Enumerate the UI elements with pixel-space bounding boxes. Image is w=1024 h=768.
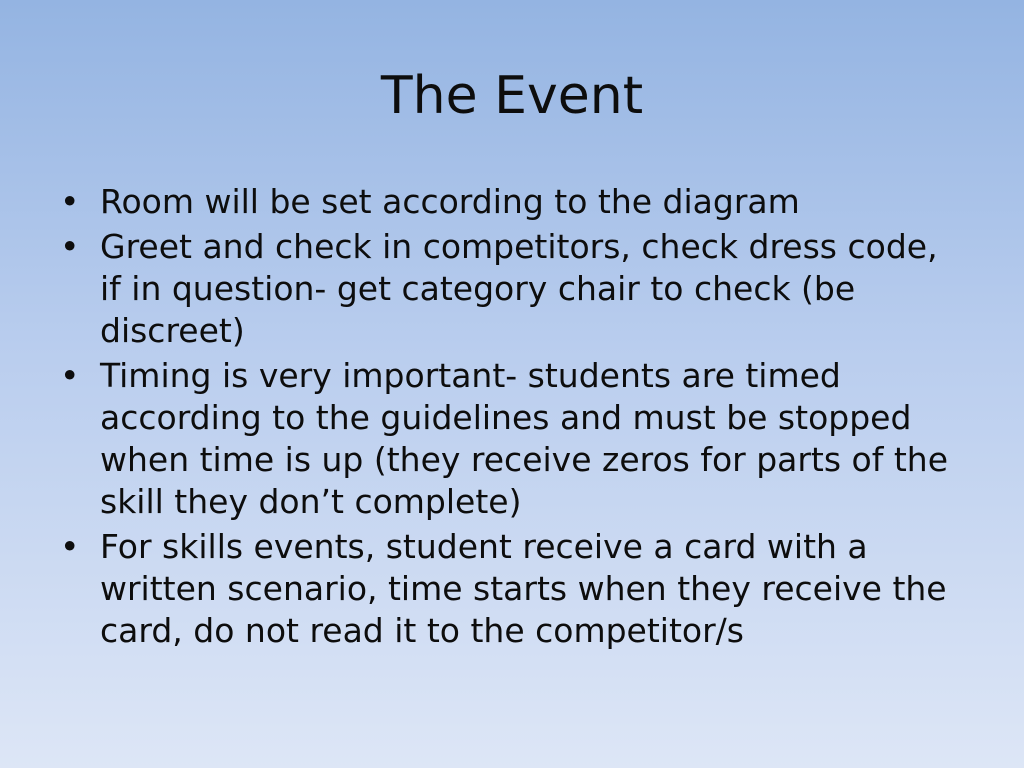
- bullet-dot-icon: •: [60, 227, 80, 266]
- bullet-dot-icon: •: [60, 356, 80, 395]
- bullet-text: Greet and check in competitors, check dress code, if in question- get category chair to check (be discreet): [100, 227, 938, 350]
- bullet-text: For skills events, student receive a card with a written scenario, time starts when they receive the card, do not read it to the competitor/s: [100, 527, 947, 650]
- bullet-dot-icon: •: [60, 527, 80, 566]
- bullet-dot-icon: •: [60, 182, 80, 221]
- bullet-text: Room will be set according to the diagram: [100, 182, 800, 221]
- bullet-list: [58, 181, 958, 655]
- bullet-text: Timing is very important- students are timed according to the guidelines and must be stopped when time is up (they receive zeros for parts of the skill they don’t complete): [100, 356, 949, 521]
- slide-title: The Event: [380, 66, 644, 126]
- bullet-item: [58, 181, 958, 223]
- bullet-item: [58, 355, 958, 523]
- bullet-item: [58, 226, 958, 352]
- bullet-item: [58, 526, 958, 652]
